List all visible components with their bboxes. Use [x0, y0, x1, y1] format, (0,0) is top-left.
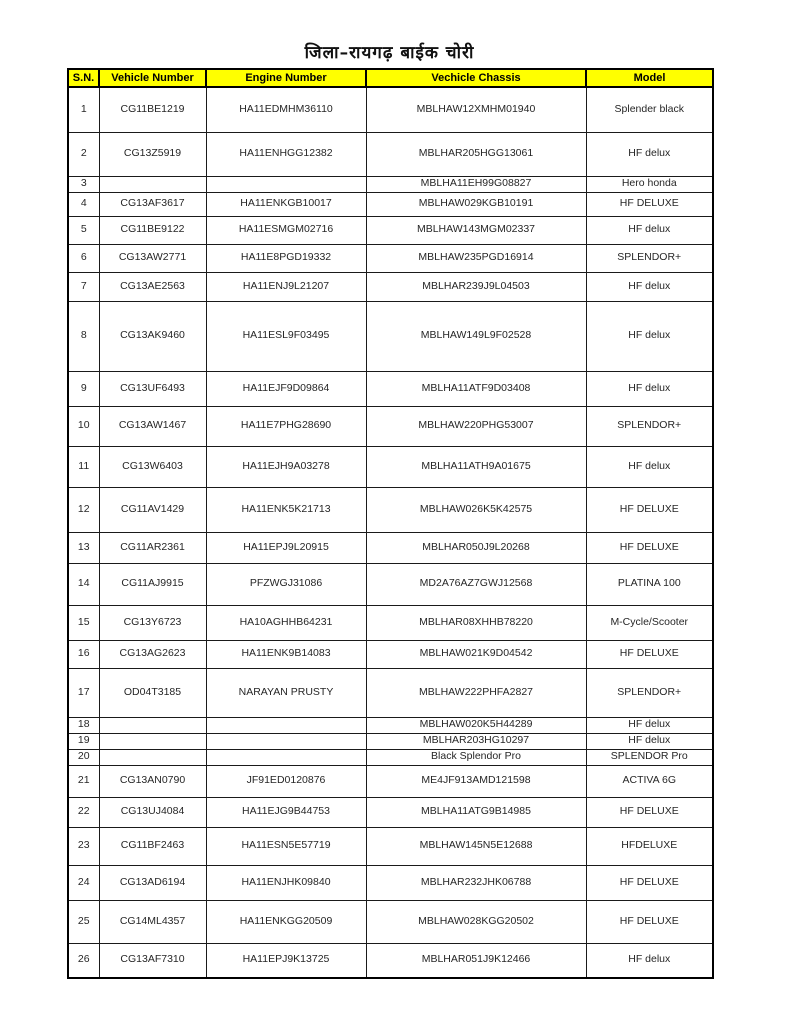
cell-model: HF DELUXE [586, 487, 713, 532]
cell-vehicle-number: CG13AE2563 [99, 272, 206, 301]
cell-vehicle-chassis: MBLHA11ATF9D03408 [366, 371, 586, 406]
table-row [68, 563, 713, 605]
cell-vehicle-chassis: MBLHAR050J9L20268 [366, 532, 586, 563]
cell-engine-number: HA11ESMGM02716 [206, 216, 366, 244]
cell-vehicle-chassis: MBLHAR051J9K12466 [366, 943, 586, 978]
cell-vehicle-number: CG11BE9122 [99, 216, 206, 244]
header-model: Model [586, 69, 713, 87]
header-engine-number: Engine Number [206, 69, 366, 87]
cell-vehicle-number: CG11BF2463 [99, 827, 206, 865]
cell-vehicle-chassis: MBLHAW143MGM02337 [366, 216, 586, 244]
cell-engine-number [206, 176, 366, 192]
cell-vehicle-number: CG11AV1429 [99, 487, 206, 532]
cell-model: HF delux [586, 717, 713, 733]
table-row [68, 668, 713, 717]
cell-vehicle-number: CG13AD6194 [99, 865, 206, 900]
cell-engine-number: HA11ESL9F03495 [206, 301, 366, 371]
cell-vehicle-number [99, 749, 206, 765]
cell-vehicle-chassis: MBLHAR205HGG13061 [366, 132, 586, 176]
cell-engine-number: HA11ENJ9L21207 [206, 272, 366, 301]
cell-vehicle-chassis: MD2A76AZ7GWJ12568 [366, 563, 586, 605]
table-row [68, 943, 713, 978]
cell-vehicle-number: CG13AF7310 [99, 943, 206, 978]
table-row [68, 192, 713, 216]
cell-vehicle-chassis: MBLHAW145N5E12688 [366, 827, 586, 865]
table-row [68, 87, 713, 132]
cell-model: ACTIVA 6G [586, 765, 713, 797]
cell-model: HF DELUXE [586, 797, 713, 827]
cell-model: HF delux [586, 943, 713, 978]
cell-model: HF delux [586, 272, 713, 301]
cell-sn: 19 [68, 733, 99, 749]
table-row [68, 301, 713, 371]
cell-vehicle-number: CG13AW1467 [99, 406, 206, 446]
table-row [68, 272, 713, 301]
cell-model: HF delux [586, 216, 713, 244]
cell-model: SPLENDOR+ [586, 406, 713, 446]
cell-engine-number: HA11ESN5E57719 [206, 827, 366, 865]
table-body [68, 87, 713, 978]
cell-engine-number: HA11EPJ9K13725 [206, 943, 366, 978]
cell-vehicle-number: CG13Z5919 [99, 132, 206, 176]
cell-vehicle-number: CG11AJ9915 [99, 563, 206, 605]
header-sn: S.N. [68, 69, 99, 87]
cell-model: HF DELUXE [586, 865, 713, 900]
cell-engine-number [206, 717, 366, 733]
cell-engine-number [206, 749, 366, 765]
cell-vehicle-number: CG13UJ4084 [99, 797, 206, 827]
cell-sn: 11 [68, 446, 99, 487]
cell-engine-number [206, 733, 366, 749]
cell-vehicle-number: CG14ML4357 [99, 900, 206, 943]
cell-sn: 20 [68, 749, 99, 765]
cell-model: HF DELUXE [586, 640, 713, 668]
cell-vehicle-number: CG13AK9460 [99, 301, 206, 371]
cell-vehicle-chassis: MBLHAW029KGB10191 [366, 192, 586, 216]
table-row [68, 717, 713, 733]
cell-vehicle-chassis: MBLHAW026K5K42575 [366, 487, 586, 532]
cell-vehicle-number: CG13AW2771 [99, 244, 206, 272]
table-row [68, 605, 713, 640]
cell-engine-number: HA11EPJ9L20915 [206, 532, 366, 563]
table-row [68, 640, 713, 668]
cell-vehicle-chassis: MBLHAW222PHFA2827 [366, 668, 586, 717]
cell-model: HF delux [586, 446, 713, 487]
cell-vehicle-chassis: MBLHAR239J9L04503 [366, 272, 586, 301]
cell-vehicle-chassis: MBLHAW149L9F02528 [366, 301, 586, 371]
cell-engine-number: HA11EJH9A03278 [206, 446, 366, 487]
cell-sn: 18 [68, 717, 99, 733]
cell-vehicle-number [99, 717, 206, 733]
cell-sn: 26 [68, 943, 99, 978]
page-title: जिला–रायगढ़ बाईक चोरी [304, 43, 475, 63]
cell-model: HF delux [586, 733, 713, 749]
cell-vehicle-chassis: MBLHA11ATH9A01675 [366, 446, 586, 487]
cell-vehicle-number: CG13Y6723 [99, 605, 206, 640]
cell-engine-number: HA11EJF9D09864 [206, 371, 366, 406]
table-row [68, 487, 713, 532]
cell-vehicle-number [99, 733, 206, 749]
cell-sn: 13 [68, 532, 99, 563]
table-row [68, 749, 713, 765]
table-row [68, 797, 713, 827]
cell-model: HF DELUXE [586, 532, 713, 563]
cell-vehicle-number [99, 176, 206, 192]
cell-sn: 16 [68, 640, 99, 668]
cell-sn: 15 [68, 605, 99, 640]
cell-engine-number: HA10AGHHB64231 [206, 605, 366, 640]
cell-vehicle-number: CG13UF6493 [99, 371, 206, 406]
cell-vehicle-chassis: MBLHAR203HG10297 [366, 733, 586, 749]
cell-engine-number: NARAYAN PRUSTY [206, 668, 366, 717]
cell-vehicle-number: CG11BE1219 [99, 87, 206, 132]
cell-engine-number: HA11ENKGB10017 [206, 192, 366, 216]
table-row [68, 132, 713, 176]
header-vehicle-number: Vehicle Number [99, 69, 206, 87]
cell-sn: 9 [68, 371, 99, 406]
cell-model: HF delux [586, 371, 713, 406]
cell-sn: 23 [68, 827, 99, 865]
cell-vehicle-number: CG13AG2623 [99, 640, 206, 668]
cell-model: SPLENDOR+ [586, 668, 713, 717]
cell-sn: 22 [68, 797, 99, 827]
table-row [68, 244, 713, 272]
cell-vehicle-chassis: Black Splendor Pro [366, 749, 586, 765]
cell-engine-number: HA11ENK9B14083 [206, 640, 366, 668]
table-row [68, 532, 713, 563]
cell-engine-number: HA11E7PHG28690 [206, 406, 366, 446]
table-row [68, 446, 713, 487]
table-row [68, 371, 713, 406]
cell-vehicle-chassis: MBLHAR08XHHB78220 [366, 605, 586, 640]
cell-vehicle-chassis: MBLHAW235PGD16914 [366, 244, 586, 272]
table-row [68, 733, 713, 749]
cell-sn: 1 [68, 87, 99, 132]
cell-vehicle-chassis: MBLHA11ATG9B14985 [366, 797, 586, 827]
cell-engine-number: JF91ED0120876 [206, 765, 366, 797]
cell-model: HF DELUXE [586, 900, 713, 943]
cell-model: Hero honda [586, 176, 713, 192]
cell-vehicle-chassis: MBLHAR232JHK06788 [366, 865, 586, 900]
cell-engine-number: HA11ENHGG12382 [206, 132, 366, 176]
cell-sn: 4 [68, 192, 99, 216]
cell-sn: 17 [68, 668, 99, 717]
cell-engine-number: HA11ENJHK09840 [206, 865, 366, 900]
table-row [68, 765, 713, 797]
cell-sn: 6 [68, 244, 99, 272]
cell-model: Splender black [586, 87, 713, 132]
cell-sn: 10 [68, 406, 99, 446]
cell-vehicle-chassis: MBLHAW12XMHM01940 [366, 87, 586, 132]
cell-vehicle-chassis: ME4JF913AMD121598 [366, 765, 586, 797]
cell-model: M-Cycle/Scooter [586, 605, 713, 640]
cell-model: SPLENDOR+ [586, 244, 713, 272]
cell-model: HF DELUXE [586, 192, 713, 216]
cell-sn: 12 [68, 487, 99, 532]
table-row [68, 900, 713, 943]
cell-sn: 7 [68, 272, 99, 301]
cell-model: HF delux [586, 132, 713, 176]
table-row [68, 865, 713, 900]
cell-vehicle-number: OD04T3185 [99, 668, 206, 717]
table-row [68, 827, 713, 865]
cell-engine-number: HA11EDMHM36110 [206, 87, 366, 132]
table-row [68, 176, 713, 192]
cell-model: SPLENDOR Pro [586, 749, 713, 765]
cell-model: HF delux [586, 301, 713, 371]
cell-vehicle-chassis: MBLHAW220PHG53007 [366, 406, 586, 446]
cell-sn: 14 [68, 563, 99, 605]
cell-sn: 5 [68, 216, 99, 244]
table-row [68, 216, 713, 244]
cell-vehicle-number: CG13AF3617 [99, 192, 206, 216]
cell-engine-number: PFZWGJ31086 [206, 563, 366, 605]
cell-sn: 8 [68, 301, 99, 371]
cell-sn: 24 [68, 865, 99, 900]
cell-vehicle-number: CG13AN0790 [99, 765, 206, 797]
cell-vehicle-chassis: MBLHAW020K5H44289 [366, 717, 586, 733]
cell-engine-number: HA11E8PGD19332 [206, 244, 366, 272]
cell-engine-number: HA11ENKGG20509 [206, 900, 366, 943]
cell-vehicle-chassis: MBLHAW028KGG20502 [366, 900, 586, 943]
cell-engine-number: HA11ENK5K21713 [206, 487, 366, 532]
header-vehicle-chassis: Vechicle Chassis [366, 69, 586, 87]
cell-sn: 25 [68, 900, 99, 943]
cell-sn: 2 [68, 132, 99, 176]
cell-model: HFDELUXE [586, 827, 713, 865]
cell-vehicle-number: CG13W6403 [99, 446, 206, 487]
cell-engine-number: HA11EJG9B44753 [206, 797, 366, 827]
cell-vehicle-chassis: MBLHA11EH99G08827 [366, 176, 586, 192]
header-row [68, 69, 713, 87]
cell-sn: 21 [68, 765, 99, 797]
table-row [68, 406, 713, 446]
cell-sn: 3 [68, 176, 99, 192]
bike-theft-table [67, 68, 714, 979]
cell-vehicle-chassis: MBLHAW021K9D04542 [366, 640, 586, 668]
cell-vehicle-number: CG11AR2361 [99, 532, 206, 563]
cell-model: PLATINA 100 [586, 563, 713, 605]
